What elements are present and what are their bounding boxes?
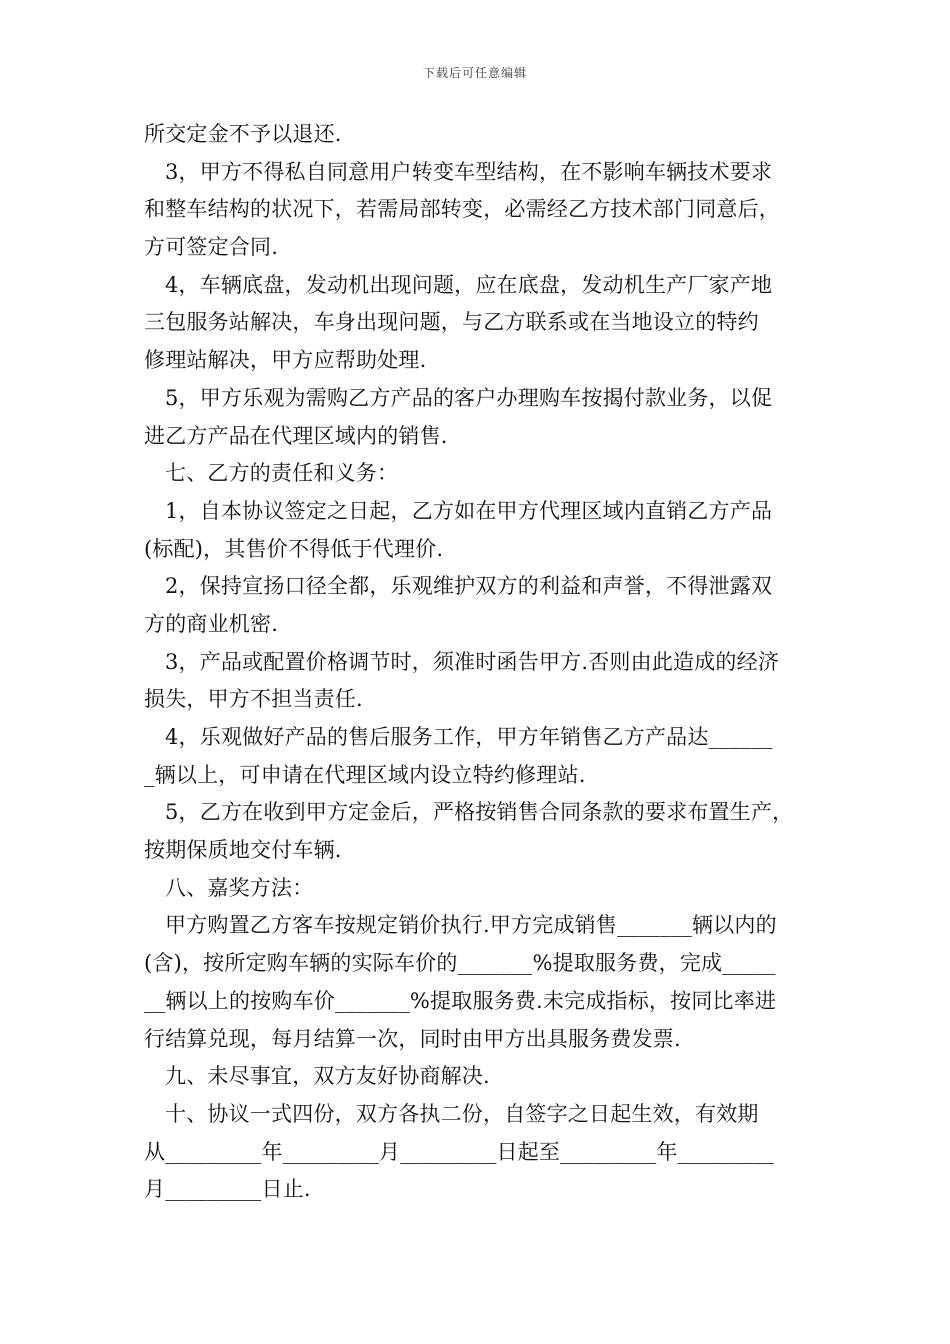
document-body [144,116,816,1209]
text-line: 按期保质地交付车辆. [144,838,342,863]
text-line: 行结算兑现，每月结算一次，同时由甲方出具服务费发票. [144,1026,681,1051]
text-line: 从_________年_________月_________日起至_________年_________ [144,1139,774,1164]
text-line: 九、未尽事宜，双方友好协商解决. [165,1064,490,1089]
text-line: 七、乙方的责任和义务： [165,461,399,486]
text-line: 进乙方产品在代理区域内的销售. [144,423,448,448]
text-line: 2，保持宣扬口径全都，乐观维护双方的利益和声誉，不得泄露双 [165,574,773,599]
text-line: 3，甲方不得私自同意用户转变车型结构，在不影响车辆技术要求 [165,159,773,184]
page-header: 下载后可任意编辑 [422,66,527,80]
text-line: 5，甲方乐观为需购乙方产品的客户办理购车按揭付款业务，以促 [165,385,773,410]
text-line: 八、嘉奖方法： [165,875,314,900]
text-line: 4，乐观做好产品的售后服务工作，甲方年销售乙方产品达______ [165,725,773,749]
text-line: 修理站解决，甲方应帮助处理. [144,348,427,373]
text-line: (含)，按所定购车辆的实际车价的_______%提取服务费，完成_____ [144,951,776,976]
text-line: 1，自本协议签定之日起，乙方如在甲方代理区域内直销乙方产品 [165,498,773,523]
text-line: 4，车辆底盘，发动机出现问题，应在底盘，发动机生产厂家产地 [165,272,773,297]
text-line: 5，乙方在收到甲方定金后，严格按销售合同条款的要求布置生产， [165,800,794,825]
text-line: 方可签定合同. [144,235,279,260]
text-line: 损失，甲方不担当责任. [144,687,363,712]
text-line: 月_________日止. [144,1177,311,1202]
text-line: 3，产品或配置价格调节时，须准时函告甲方.否则由此造成的经济 [165,649,780,674]
text-line: _辆以上，可申请在代理区域内设立特约修理站. [144,762,586,787]
text-line: 甲方购置乙方客车按规定销价执行.甲方完成销售_______辆以内的 [165,913,777,938]
text-line: 所交定金不予以退还. [144,122,342,146]
text-line: 三包服务站解决，车身出现问题，与乙方联系或在当地设立的特约 [144,310,759,335]
text-line: __辆以上的按购车价_______%提取服务费.未完成指标，按同比率进 [144,988,777,1013]
text-line: 十、协议一式四份，双方各执二份，自签字之日起生效，有效期 [165,1101,759,1126]
text-line: (标配)，其售价不得低于代理价. [144,536,444,561]
text-line: 方的商业机密. [144,611,279,636]
text-line: 和整车结构的状况下，若需局部转变，必需经乙方技术部门同意后， [144,197,780,222]
